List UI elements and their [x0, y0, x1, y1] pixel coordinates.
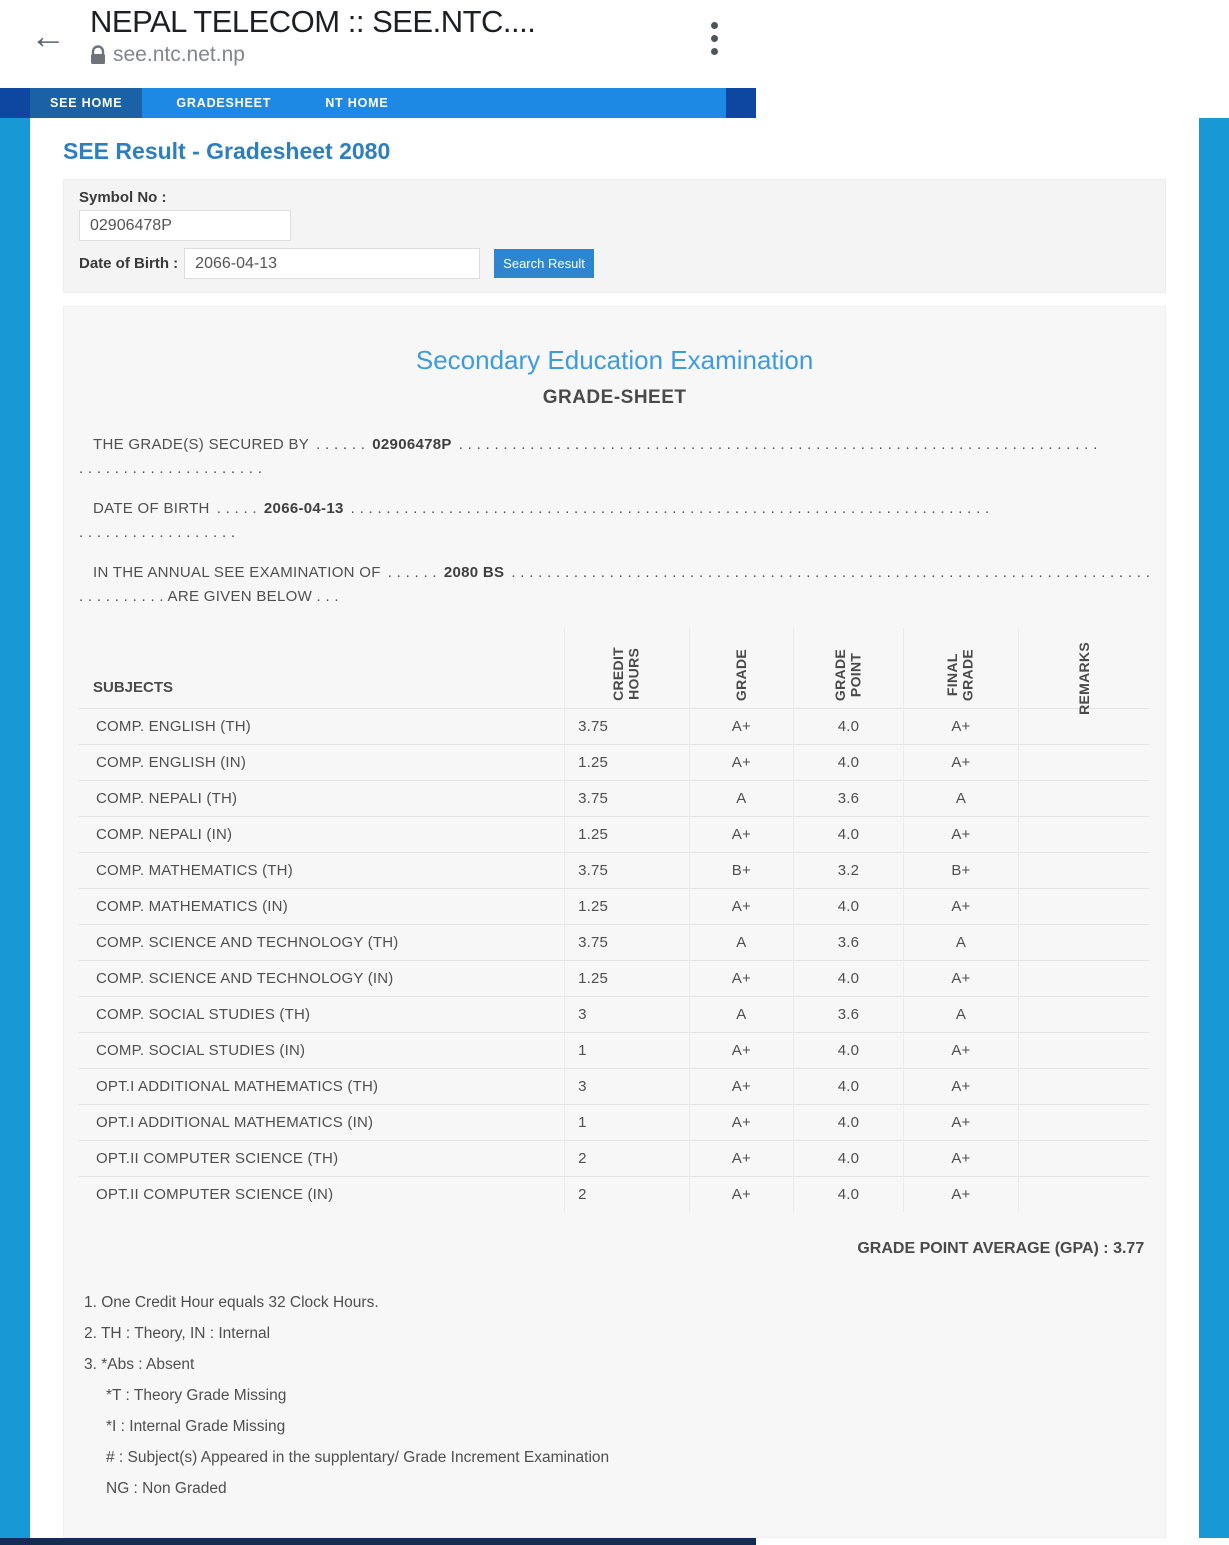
table-row: [79, 1176, 1150, 1212]
footnote: 1. One Credit Hour equals 32 Clock Hours.: [84, 1293, 379, 1311]
grade-point-cell: 4.0: [793, 744, 904, 780]
table-row: [79, 852, 1150, 888]
symbol-no-input[interactable]: [79, 210, 291, 241]
remarks-cell: [1018, 816, 1150, 852]
grade-cell: A+: [690, 1032, 794, 1068]
subject-cell: OPT.II COMPUTER SCIENCE (TH): [79, 1140, 565, 1176]
credit-hours-cell: 1: [565, 1104, 690, 1140]
remarks-cell: [1018, 1032, 1150, 1068]
table-row: [79, 924, 1150, 960]
final-grade-cell: A+: [904, 1032, 1018, 1068]
sheet-title: GRADE-SHEET: [542, 387, 687, 408]
url-bar[interactable]: [90, 43, 756, 67]
footnotes: [79, 1294, 1150, 1498]
grade-point-cell: 4.0: [793, 888, 904, 924]
remarks-cell: [1018, 996, 1150, 1032]
final-grade-cell: A+: [904, 960, 1018, 996]
dots: . . . . . .: [316, 436, 366, 453]
grade-cell: A+: [690, 888, 794, 924]
subject-cell: COMP. SCIENCE AND TECHNOLOGY (TH): [79, 924, 565, 960]
tab-nt-home[interactable]: NT HOME: [325, 96, 389, 110]
final-grade-cell: A+: [904, 708, 1018, 744]
remarks-cell: [1018, 852, 1150, 888]
grade-cell: A+: [690, 708, 794, 744]
col-grade-point: GRADE POINT: [793, 628, 904, 708]
tab-see-home[interactable]: SEE HOME: [30, 88, 142, 118]
dob-statement: [79, 500, 1150, 541]
symbol-no-value: 02906478P: [372, 436, 452, 453]
remarks-cell: [1018, 888, 1150, 924]
final-grade-cell: A+: [904, 816, 1018, 852]
site-nav-bar: [0, 88, 756, 118]
subject-cell: OPT.I ADDITIONAL MATHEMATICS (TH): [79, 1068, 565, 1104]
back-icon[interactable]: ←: [30, 15, 66, 56]
credit-hours-cell: 1.25: [565, 816, 690, 852]
table-row: [79, 888, 1150, 924]
remarks-cell: [1018, 1140, 1150, 1176]
subject-cell: COMP. ENGLISH (TH): [79, 708, 565, 744]
dob-value: 2066-04-13: [263, 500, 344, 517]
grade-point-cell: 4.0: [793, 708, 904, 744]
lock-icon: [90, 46, 106, 65]
credit-hours-cell: 3: [565, 996, 690, 1032]
footnote: # : Subject(s) Appeared in the supplentary/ Grade Increment Examination: [106, 1448, 610, 1466]
exam-title: Secondary Education Examination: [415, 345, 814, 375]
col-subjects: SUBJECTS: [93, 678, 174, 696]
credit-hours-cell: 1.25: [565, 888, 690, 924]
grade-cell: A+: [690, 1140, 794, 1176]
dots: . . . . . . . . . . . . . . . . . . . . . . . . . . . . . . . . . . . . . . . . . . . . . . . . . . . . . . . . . . . . . . . . . . . . . . . .: [511, 564, 1151, 581]
credit-hours-cell: 2: [565, 1140, 690, 1176]
statement-text: DATE OF BIRTH: [93, 500, 210, 517]
statement-text: IN THE ANNUAL SEE EXAMINATION OF: [93, 564, 381, 581]
secured-by-statement: [79, 436, 1150, 477]
dots: . . . . . . . . . . . . . . . . . .: [79, 524, 236, 541]
table-header-row: [79, 628, 1150, 708]
exam-year-value: 2080 BS: [443, 564, 505, 581]
grade-cell: A+: [690, 1104, 794, 1140]
subject-cell: COMP. SCIENCE AND TECHNOLOGY (IN): [79, 960, 565, 996]
remarks-cell: [1018, 744, 1150, 780]
grade-point-cell: 4.0: [793, 1104, 904, 1140]
table-row: [79, 1032, 1150, 1068]
footnote: 2. TH : Theory, IN : Internal: [84, 1324, 271, 1342]
search-result-button[interactable]: Search Result: [494, 249, 594, 278]
final-grade-cell: A+: [904, 1140, 1018, 1176]
credit-hours-cell: 3.75: [565, 924, 690, 960]
table-row: [79, 960, 1150, 996]
grade-point-cell: 4.0: [793, 1176, 904, 1212]
page-title: NEPAL TELECOM :: SEE.NTC....: [90, 4, 536, 39]
table-row: [79, 816, 1150, 852]
grade-point-cell: 4.0: [793, 1032, 904, 1068]
final-grade-cell: A+: [904, 888, 1018, 924]
subject-cell: COMP. SOCIAL STUDIES (IN): [79, 1032, 565, 1068]
grade-cell: A: [690, 780, 794, 816]
browser-header: [0, 0, 756, 88]
grade-point-cell: 3.6: [793, 780, 904, 816]
subject-cell: COMP. MATHEMATICS (IN): [79, 888, 565, 924]
credit-hours-cell: 1: [565, 1032, 690, 1068]
grade-cell: A+: [690, 744, 794, 780]
credit-hours-cell: 3: [565, 1068, 690, 1104]
grade-point-cell: 4.0: [793, 1068, 904, 1104]
final-grade-cell: A: [904, 924, 1018, 960]
grade-cell: B+: [690, 852, 794, 888]
grade-cell: A+: [690, 1176, 794, 1212]
table-row: [79, 1140, 1150, 1176]
browser-menu-icon[interactable]: [711, 22, 718, 55]
results-table: [79, 628, 1150, 1212]
remarks-cell: [1018, 1176, 1150, 1212]
statement-text: . . . . . . . . . . ARE GIVEN BELOW . . .: [79, 588, 339, 605]
subject-cell: COMP. ENGLISH (IN): [79, 744, 565, 780]
statements: [79, 436, 1150, 605]
credit-hours-cell: 2: [565, 1176, 690, 1212]
col-credit-hours: CREDIT HOURS: [565, 628, 690, 708]
dots: . . . . . . . . . . . . . . . . . . . . .: [79, 460, 263, 477]
col-grade: GRADE: [690, 628, 794, 708]
table-row: [79, 780, 1150, 816]
tab-gradesheet[interactable]: GRADESHEET: [176, 96, 272, 110]
search-form-panel: [63, 179, 1166, 293]
bottom-edge-bar: [0, 1538, 756, 1545]
final-grade-cell: A+: [904, 1176, 1018, 1212]
dots: . . . . . . . . . . . . . . . . . . . . . . . . . . . . . . . . . . . . . . . . . . . . . . . . . . . . . . . . . . . . . . . . . . . . . . . .: [458, 436, 1098, 453]
grade-cell: A+: [690, 816, 794, 852]
subject-cell: OPT.II COMPUTER SCIENCE (IN): [79, 1176, 565, 1212]
credit-hours-cell: 1.25: [565, 960, 690, 996]
footnote: *I : Internal Grade Missing: [106, 1417, 286, 1435]
grade-cell: A: [690, 924, 794, 960]
col-final-grade: FINAL GRADE: [904, 628, 1018, 708]
subject-cell: COMP. NEPALI (TH): [79, 780, 565, 816]
url-text: see.ntc.net.np: [113, 43, 245, 66]
left-edge-strip: [0, 118, 30, 1538]
dots: . . . . .: [216, 500, 257, 517]
final-grade-cell: B+: [904, 852, 1018, 888]
col-remarks: REMARKS: [1018, 628, 1150, 708]
footnote: NG : Non Graded: [106, 1479, 227, 1497]
exam-year-statement: [79, 564, 1150, 605]
dob-input[interactable]: [184, 248, 480, 279]
grade-point-cell: 4.0: [793, 1140, 904, 1176]
remarks-cell: [1018, 780, 1150, 816]
final-grade-cell: A+: [904, 1104, 1018, 1140]
right-edge-strip: [1199, 118, 1229, 1538]
grade-cell: A: [690, 996, 794, 1032]
final-grade-cell: A: [904, 996, 1018, 1032]
final-grade-cell: A+: [904, 744, 1018, 780]
subject-cell: COMP. NEPALI (IN): [79, 816, 565, 852]
remarks-cell: [1018, 1068, 1150, 1104]
table-row: [79, 1068, 1150, 1104]
symbol-no-label: Symbol No :: [79, 189, 167, 206]
credit-hours-cell: 3.75: [565, 780, 690, 816]
subject-cell: COMP. MATHEMATICS (TH): [79, 852, 565, 888]
dob-label: Date of Birth :: [79, 255, 179, 272]
credit-hours-cell: 3.75: [565, 852, 690, 888]
grade-point-cell: 4.0: [793, 816, 904, 852]
credit-hours-cell: 1.25: [565, 744, 690, 780]
final-grade-cell: A: [904, 780, 1018, 816]
grade-point-cell: 3.2: [793, 852, 904, 888]
remarks-cell: [1018, 1104, 1150, 1140]
remarks-cell: [1018, 960, 1150, 996]
table-row: [79, 1104, 1150, 1140]
grade-point-cell: 3.6: [793, 924, 904, 960]
subject-cell: COMP. SOCIAL STUDIES (TH): [79, 996, 565, 1032]
footnote: 3. *Abs : Absent: [84, 1355, 195, 1373]
gpa-line: GRADE POINT AVERAGE (GPA) : 3.77: [857, 1239, 1145, 1257]
dots: . . . . . .: [387, 564, 437, 581]
grade-point-cell: 4.0: [793, 960, 904, 996]
gradesheet-panel: [63, 306, 1166, 1538]
final-grade-cell: A+: [904, 1068, 1018, 1104]
subject-cell: OPT.I ADDITIONAL MATHEMATICS (IN): [79, 1104, 565, 1140]
remarks-cell: [1018, 924, 1150, 960]
grade-point-cell: 3.6: [793, 996, 904, 1032]
footnote: *T : Theory Grade Missing: [106, 1386, 287, 1404]
grade-cell: A+: [690, 960, 794, 996]
grade-cell: A+: [690, 1068, 794, 1104]
table-row: [79, 708, 1150, 744]
result-heading: SEE Result - Gradesheet 2080: [63, 138, 391, 164]
credit-hours-cell: 3.75: [565, 708, 690, 744]
statement-text: THE GRADE(S) SECURED BY: [93, 436, 310, 453]
table-row: [79, 744, 1150, 780]
table-row: [79, 996, 1150, 1032]
results-tbody: [79, 708, 1150, 1212]
dots: . . . . . . . . . . . . . . . . . . . . . . . . . . . . . . . . . . . . . . . . . . . . . . . . . . . . . . . . . . . . . . . . . . . . . . . .: [350, 500, 990, 517]
